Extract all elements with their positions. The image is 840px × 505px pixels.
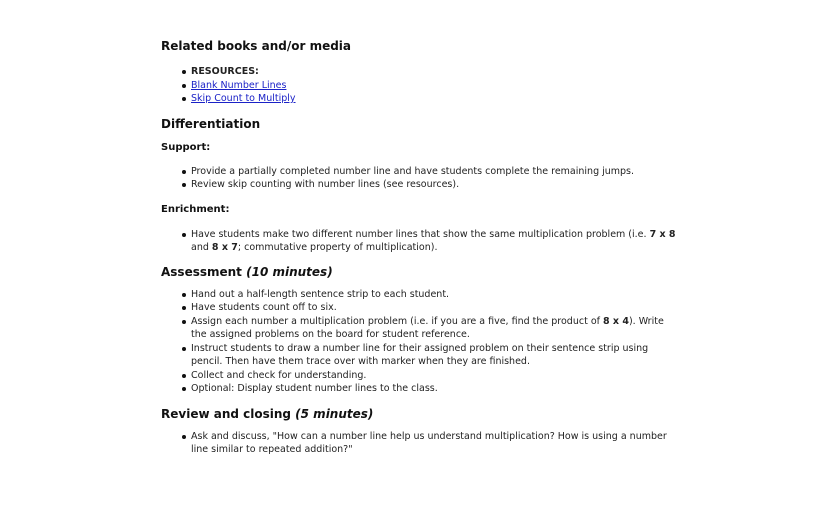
- list-item: Assign each number a multiplication problem (i.e. if you are a five, find the product of 8 x 4). Write the assigned problems on the board for student reference.: [191, 315, 681, 342]
- resources-list: [161, 65, 681, 106]
- list-item: Optional: Display student number lines to the class.: [191, 382, 681, 396]
- list-item: [191, 92, 681, 106]
- link-skip-count-to-multiply[interactable]: Skip Count to Multiply: [191, 93, 296, 104]
- list-item: Hand out a half-length sentence strip to each student.: [191, 288, 681, 302]
- list-item: [191, 79, 681, 93]
- differentiation-heading: Differentiation: [161, 116, 261, 131]
- assessment-heading: Assessment (10 minutes): [161, 264, 333, 279]
- review-list: [161, 430, 681, 457]
- link-blank-number-lines[interactable]: Blank Number Lines: [191, 79, 287, 91]
- list-item: Have students count off to six.: [191, 301, 681, 315]
- assessment-duration: (10 minutes): [246, 264, 333, 279]
- resources-label: RESOURCES:: [191, 65, 681, 79]
- enrichment-list: [161, 228, 681, 255]
- review-heading: Review and closing (5 minutes): [161, 406, 374, 421]
- support-label: Support:: [161, 141, 211, 153]
- list-item: Instruct students to draw a number line for their assigned problem on their sentence strip using pencil. Then have them trace over with marker when they are finished.: [191, 342, 681, 369]
- related-heading: Related books and/or media: [161, 39, 352, 53]
- list-item: Have students make two different number lines that show the same multiplication problem (i.e. 7 x 8 and 8 x 7; commutative property of multiplication).: [191, 228, 681, 255]
- assessment-list: [161, 288, 681, 396]
- enrichment-label: Enrichment:: [161, 203, 230, 215]
- review-duration: (5 minutes): [295, 406, 374, 421]
- lesson-document: [161, 38, 681, 457]
- list-item: Provide a partially completed number line and have students complete the remaining jumps.: [191, 165, 681, 179]
- list-item: Review skip counting with number lines (see resources).: [191, 178, 681, 192]
- list-item: Ask and discuss, "How can a number line help us understand multiplication? How is using a number line similar to repeated addition?": [191, 430, 681, 457]
- list-item: Collect and check for understanding.: [191, 369, 681, 383]
- support-list: [161, 165, 681, 192]
